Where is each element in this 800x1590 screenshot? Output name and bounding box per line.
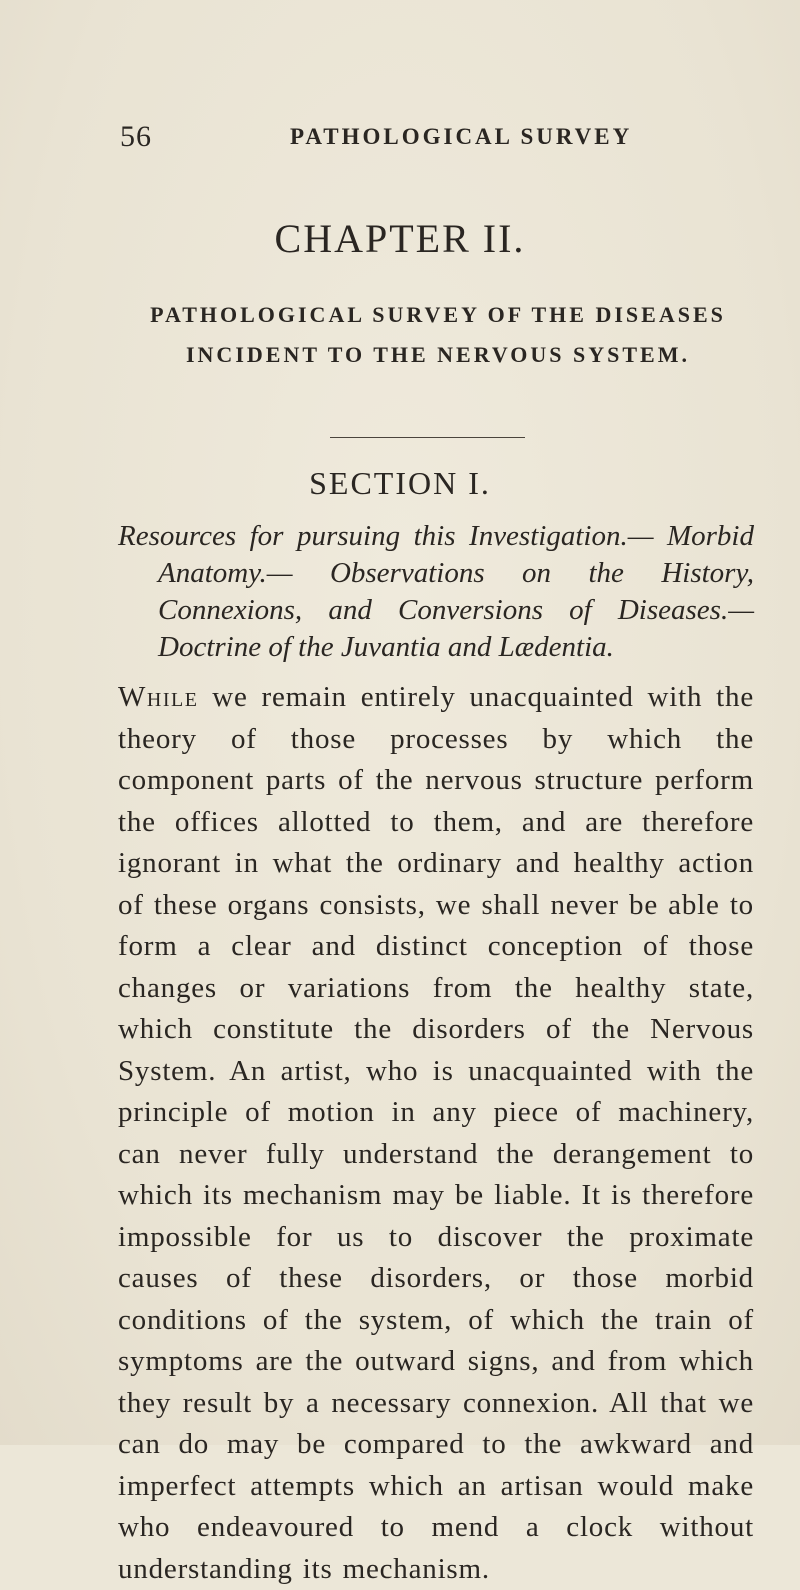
running-title: PATHOLOGICAL SURVEY — [290, 124, 633, 149]
section-summary: Resources for pursuing this Investigation.— Morbid Anatomy.— Observations on the History, Connexions, and Conversions of Diseases.— Doctrine of the Juvantia and Lædentia. — [118, 520, 754, 663]
chapter-title: CHAPTER II. — [274, 216, 526, 261]
section-title: SECTION I. — [309, 465, 491, 501]
chapter-subtitle: PATHOLOGICAL SURVEY OF THE DISEASES INCIDENT TO THE NERVOUS SYSTEM. — [150, 302, 726, 367]
section-divider — [330, 437, 525, 438]
paragraph-lead-word: While — [118, 681, 199, 713]
page-number: 56 — [120, 120, 152, 153]
body-paragraph — [118, 677, 754, 1590]
running-head — [120, 120, 680, 160]
paragraph-text: we remain entirely unacquainted with the theory of those processes by which the component parts of the nervous structure perform the offices allotted to them, and are therefore ignorant in what the ordinary and healthy action of these organs consists, we shall never be able to form a clear and distinct conception of those changes or variations from the healthy state, which constitute the disorders of the Nervous System. An artist, who is unacquainted with the principle of motion in any piece of machinery, can never fully understand the derangement to which its mechanism may be liable. It is therefore impossible for us to discover the proximate causes of these disorders, or those morbid conditions of the system, of which the train of symptoms are the outward signs, and from which they result by a necessary connexion. All that we can do may be compared to the awkward and imperfect attempts which an artisan would make who endeavoured to mend a clock without understanding its mechanism. — [118, 681, 754, 1585]
